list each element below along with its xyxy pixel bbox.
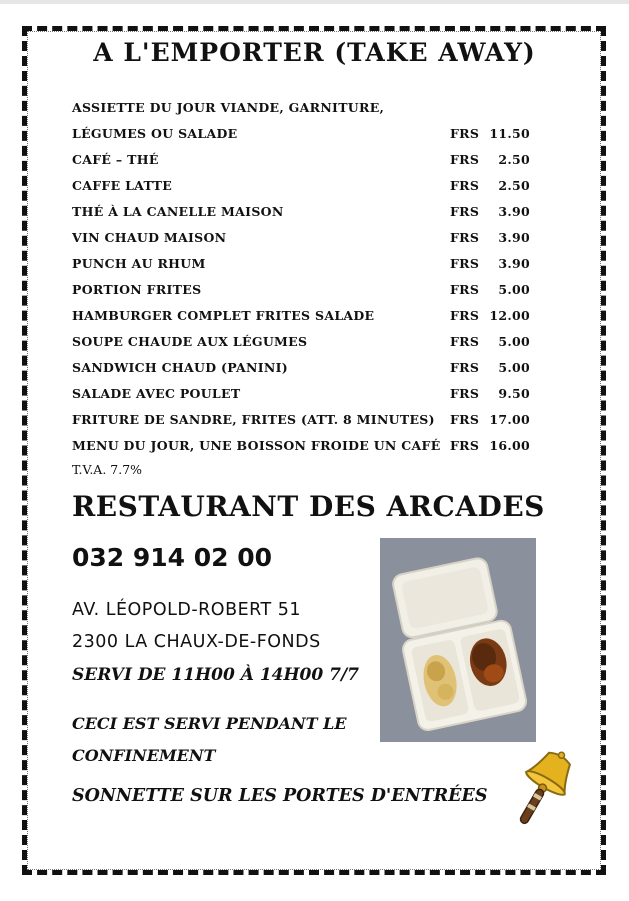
menu-item-name: MENU DU JOUR, UNE BOISSON FROIDE UN CAFÉ xyxy=(72,438,441,453)
menu-item-name: PUNCH AU RHUM xyxy=(72,256,206,271)
menu-item-currency: FRS xyxy=(450,360,480,375)
menu-item-currency: FRS xyxy=(450,256,480,271)
menu-item-price: 9.50 xyxy=(498,386,530,401)
menu-item-name: SANDWICH CHAUD (PANINI) xyxy=(72,360,289,375)
menu-item xyxy=(72,433,542,459)
restaurant-name: RESTAURANT DES ARCADES xyxy=(72,490,545,523)
menu-item xyxy=(72,355,542,381)
menu-item-currency: FRS xyxy=(450,308,480,323)
menu-item-currency: FRS xyxy=(450,386,480,401)
menu-item-name: CAFFE LATTE xyxy=(72,178,173,193)
menu-item xyxy=(72,277,542,303)
menu-item-currency: FRS xyxy=(450,412,480,427)
menu-item-name: LÉGUMES OU SALADE xyxy=(72,126,238,141)
menu-item-name: HAMBURGER COMPLET FRITES SALADE xyxy=(72,308,375,323)
menu-item-price: 16.00 xyxy=(489,438,530,453)
menu-item-name: SOUPE CHAUDE AUX LÉGUMES xyxy=(72,334,308,349)
menu-item-price: 12.00 xyxy=(489,308,530,323)
page-title: A L'EMPORTER (TAKE AWAY) xyxy=(93,38,536,67)
menu-item-currency: FRS xyxy=(450,178,480,193)
menu-item-price: 2.50 xyxy=(498,152,530,167)
menu-item-name: ASSIETTE DU JOUR VIANDE, GARNITURE, xyxy=(72,100,385,115)
menu-item xyxy=(72,303,542,329)
menu-item xyxy=(72,225,542,251)
lockdown-note: CECI EST SERVI PENDANT LE CONFINEMENT xyxy=(72,714,347,765)
menu-item xyxy=(72,407,542,433)
address-city: 2300 LA CHAUX-DE-FONDS xyxy=(72,632,321,652)
menu-item-currency: FRS xyxy=(450,334,480,349)
menu-item-price: 5.00 xyxy=(498,360,530,375)
menu-item-price: 3.90 xyxy=(498,256,530,271)
doorbell-note: SONNETTE SUR LES PORTES D'ENTRÉES xyxy=(72,786,488,806)
menu-item-currency: FRS xyxy=(450,438,480,453)
menu-item xyxy=(72,199,542,225)
menu-item-name: THÉ À LA CANELLE MAISON xyxy=(72,204,284,219)
menu-item-name: FRITURE DE SANDRE, FRITES (ATT. 8 MINUTES) xyxy=(72,412,435,427)
menu-item-price: 11.50 xyxy=(489,126,530,141)
address-street: AV. LÉOPOLD-ROBERT 51 xyxy=(72,600,302,620)
menu-item-currency: FRS xyxy=(450,126,480,141)
menu-item xyxy=(72,173,542,199)
menu-item xyxy=(72,95,542,121)
menu-item-currency: FRS xyxy=(450,230,480,245)
menu-item-name: PORTION FRITES xyxy=(72,282,202,297)
menu-item xyxy=(72,147,542,173)
menu-item-currency: FRS xyxy=(450,204,480,219)
bell-icon xyxy=(502,746,582,832)
menu-item-name: VIN CHAUD MAISON xyxy=(72,230,227,245)
takeaway-box-photo xyxy=(380,538,536,742)
menu-item xyxy=(72,329,542,355)
phone-number: 032 914 02 00 xyxy=(72,543,273,572)
menu-item-name: SALADE AVEC POULET xyxy=(72,386,241,401)
menu-item xyxy=(72,381,542,407)
top-separator xyxy=(0,0,629,4)
menu-item-price: 3.90 xyxy=(498,230,530,245)
menu-item-currency: FRS xyxy=(450,282,480,297)
menu-item-price: 2.50 xyxy=(498,178,530,193)
menu-item-name: CAFÉ – THÉ xyxy=(72,152,159,167)
menu-list xyxy=(72,95,542,459)
service-hours: SERVI DE 11H00 À 14H00 7/7 xyxy=(72,665,359,685)
vat-note: T.V.A. 7.7% xyxy=(72,462,143,477)
menu-item xyxy=(72,121,542,147)
menu-item-price: 5.00 xyxy=(498,282,530,297)
menu-item-currency: FRS xyxy=(450,152,480,167)
menu-item-price: 3.90 xyxy=(498,204,530,219)
menu-item xyxy=(72,251,542,277)
menu-item-price: 17.00 xyxy=(489,412,530,427)
menu-item-price: 5.00 xyxy=(498,334,530,349)
